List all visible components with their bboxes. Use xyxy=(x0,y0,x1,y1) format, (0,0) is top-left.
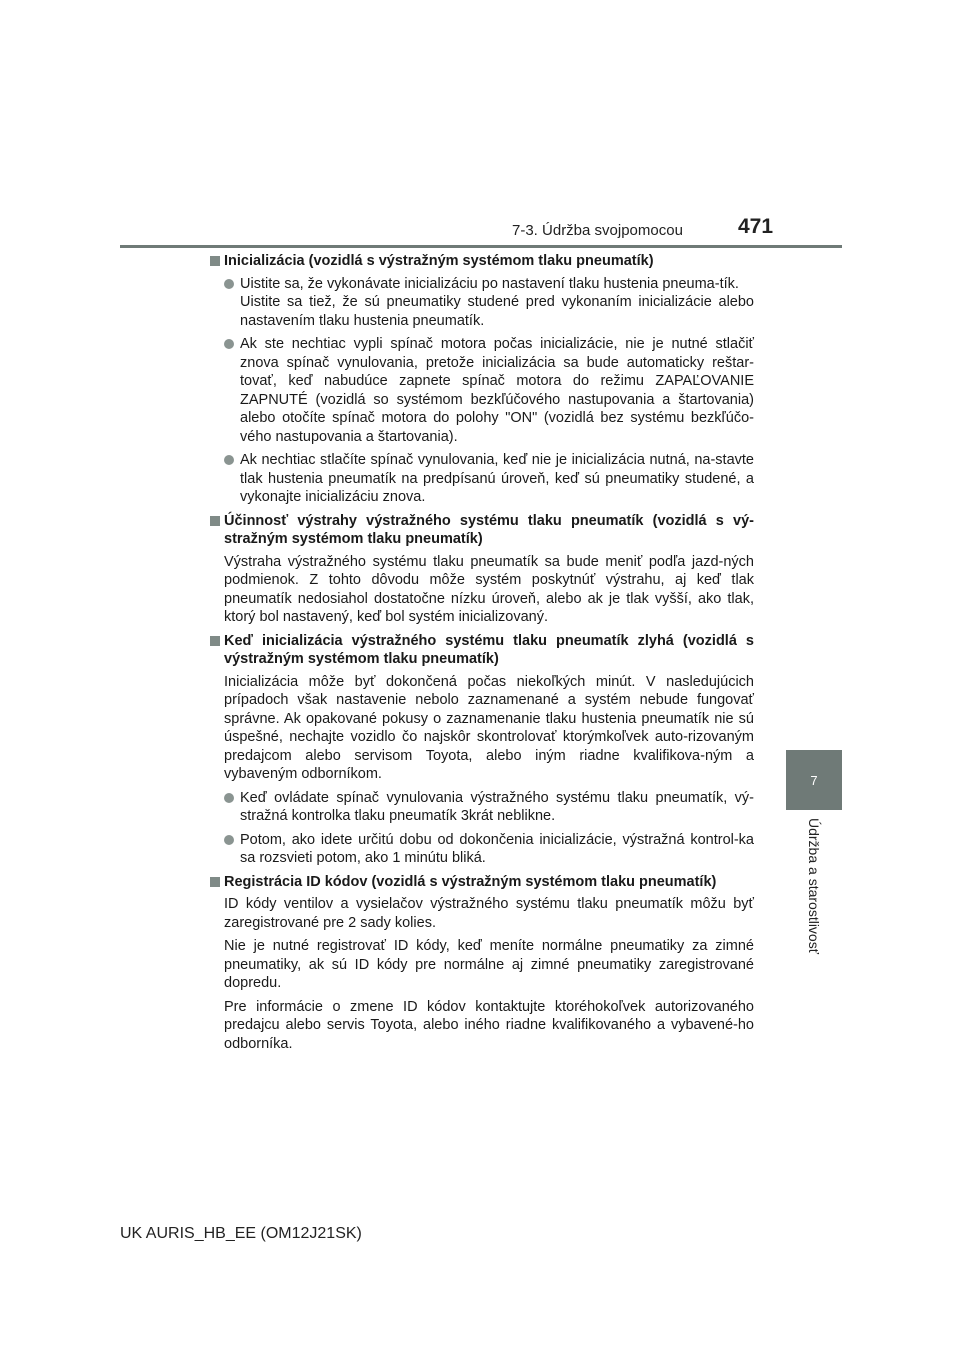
square-bullet-icon xyxy=(210,256,220,266)
chapter-label: Údržba a starostlivosť xyxy=(806,818,822,954)
section-title: Účinnosť výstrahy výstražného systému tlaku pneumatík (vozidlá s vý-stražným systémom tlaku pneumatík) xyxy=(208,512,754,549)
square-bullet-icon xyxy=(210,516,220,526)
list-item xyxy=(208,789,754,826)
circle-bullet-icon xyxy=(224,339,234,349)
section-title: Registrácia ID kódov (vozidlá s výstražným systémom tlaku pneumatík) xyxy=(208,873,754,892)
bullet-text: Ak ste nechtiac vypli spínač motora počas inicializácie, nie je nutné stlačiť znova spínač vynulovania, pretože inicializácia sa bude automaticky reštar-tovať, keď nabudúce zapnete spínač motora do režimu ZAPAĽOVANIE ZAPNUTÉ (vozidlá so systémom bezkľúčového nastupovania a štartovania) alebo otočíte spínač motora do polohy "ON" (vozidlá bez systému bezkľúčo-vého nastupovania a štartovania). xyxy=(240,336,754,445)
paragraph: Pre informácie o zmene ID kódov kontaktujte ktoréhokoľvek autorizovaného predajcu alebo servis Toyota, alebo iného riadne kvalifikovaného a vybavené-ho odborníka. xyxy=(224,998,754,1052)
paragraph: Výstraha výstražného systému tlaku pneumatík sa bude meniť podľa jazd-ných podmienok. Z tohto dôvodu môže systém poskytnúť výstrahu, aj keď tlak pneumatík nedosiahol dostatočne nízku úroveň, alebo ak je tlak vyšší, ako tlak, ktorý bol nastavený, keď bol systém inicializovaný. xyxy=(224,553,754,625)
paragraph: Nie je nutné registrovať ID kódy, keď meníte normálne pneumatiky za zimné pneumatiky, ak sú ID kódy pre normálne aj zimné pneumatiky zaregistrované dopredu. xyxy=(224,938,754,991)
bullet-text: Potom, ako idete určitú dobu od dokončenia inicializácie, výstražná kontrol-ka sa rozsvieti potom, ako 1 minútu bliká. xyxy=(240,831,754,866)
list-item xyxy=(208,335,754,446)
bullet-text: Uistite sa tiež, že sú pneumatiky studené pred vykonaním inicializácie alebo nastavením tlaku hustenia pneumatík. xyxy=(240,294,754,329)
square-bullet-icon xyxy=(210,636,220,646)
chapter-number: 7 xyxy=(810,772,818,788)
circle-bullet-icon xyxy=(224,793,234,803)
chapter-tab xyxy=(786,750,842,810)
bullet-text: Keď ovládate spínač vynulovania výstražného systému tlaku pneumatík, vý-stražná kontrolka tlaku pneumatík 3krát neblikne. xyxy=(240,789,754,824)
circle-bullet-icon xyxy=(224,279,234,289)
square-bullet-icon xyxy=(210,877,220,887)
circle-bullet-icon xyxy=(224,455,234,465)
paragraph: Inicializácia môže byť dokončená počas niekoľkých minút. V nasledujúcich prípadoch však nastavenie nebolo zaznamenané a systém nebude fungovať správne. Ak opakované pokusy o zaznamenanie tlaku hustenia pneumatík nie sú úspešné, nechajte vozidlo čo najskôr skontrolovať ktorýmkoľvek auto-rizovaným predajcom alebo servisom Toyota, alebo iným riadne kvalifikova-ným a vybaveným odborníkom. xyxy=(224,673,754,782)
section-id-registration xyxy=(208,873,754,1054)
footer-model-code: UK AURIS_HB_EE (OM12J21SK) xyxy=(120,1225,362,1242)
section-warning-effectiveness xyxy=(208,512,754,627)
page-number: 471 xyxy=(738,215,774,238)
circle-bullet-icon xyxy=(224,835,234,845)
section-title: Inicializácia (vozidlá s výstražným systémom tlaku pneumatík) xyxy=(208,252,754,271)
bullet-text: Uistite sa, že vykonávate inicializáciu po nastavení tlaku hustenia pneuma-tík. xyxy=(240,275,739,292)
bullet-text: Ak nechtiac stlačíte spínač vynulovania, keď nie je inicializácia nutná, na-stavte tlak hustenia pneumatík na predpísanú úroveň, keď sú pneumatiky studené, a vykonajte inicializáciu znova. xyxy=(240,452,754,505)
section-initialization-failure xyxy=(208,632,754,868)
header-section-title: 7-3. Údržba svojpomocou xyxy=(512,222,683,239)
section-title: Keď inicializácia výstražného systému tlaku pneumatík zlyhá (vozidlá s výstražným systémom tlaku pneumatík) xyxy=(208,632,754,669)
paragraph: ID kódy ventilov a vysielačov výstražného systému tlaku pneumatík môžu byť zaregistrované pre 2 sady kolies. xyxy=(224,896,754,931)
page-content xyxy=(208,252,754,1058)
header-divider xyxy=(120,245,842,248)
section-initialization xyxy=(208,252,754,507)
list-item xyxy=(208,451,754,507)
list-item xyxy=(208,275,754,331)
list-item xyxy=(208,831,754,868)
